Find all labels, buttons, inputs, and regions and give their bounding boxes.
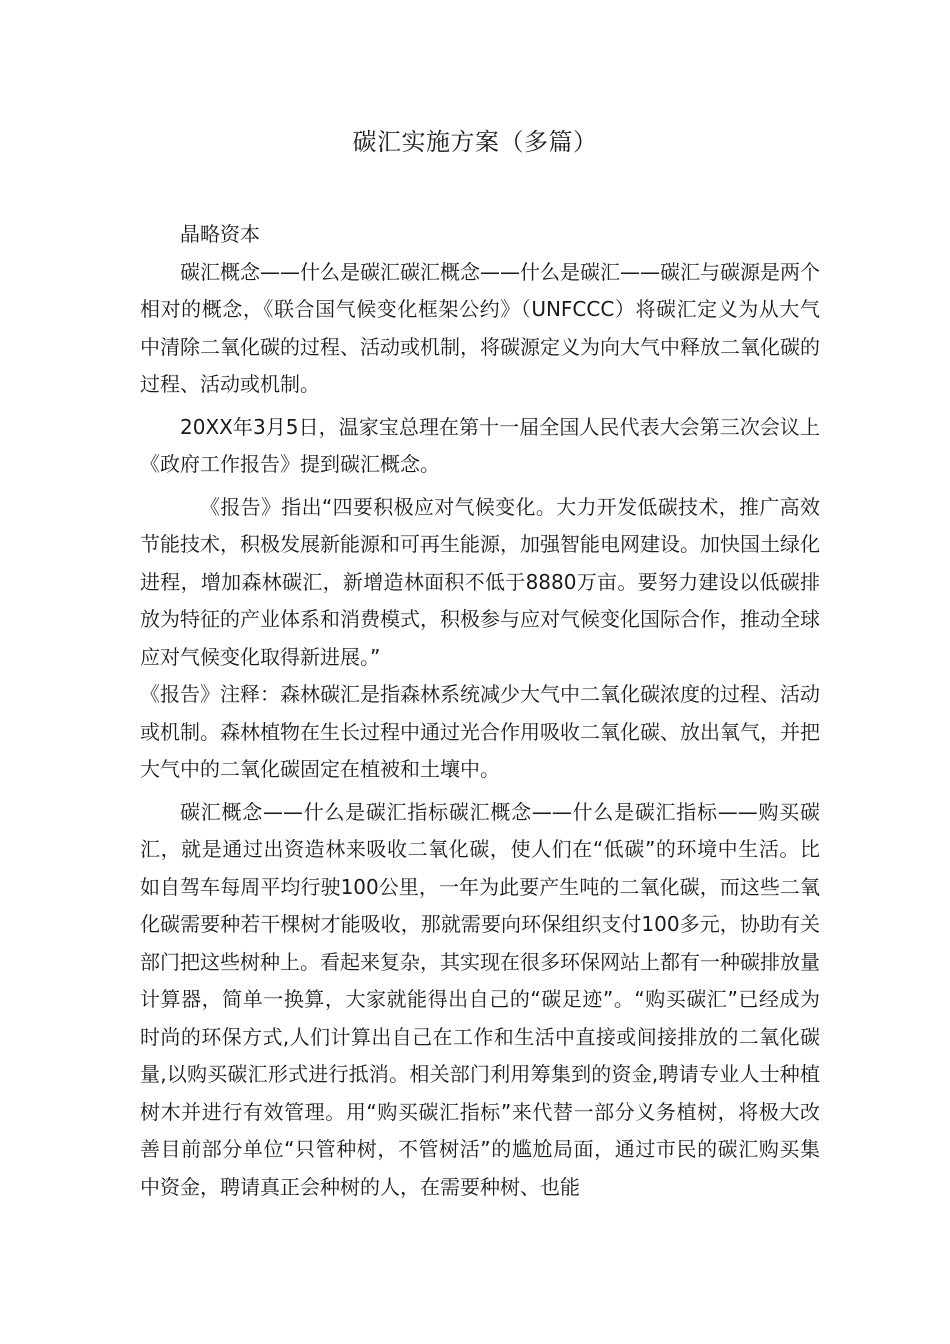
author-line: 晶略资本 [180,222,260,246]
paragraph-report-quote: 《报告》指出“四要积极应对气候变化。大力开发低碳技术，推广高效节能技术，积极发展新能源和可再生能源，加强智能电网建设。加快国土绿化进程，增加森林碳汇，新增造林面积不低于8880万亩。要努力建设以低碳排放为特征的产业体系和消费模式，积极参与应对气候变化国际合作，推动全球应对气候变化取得新进展。” [140,494,820,669]
paragraph-carbon-sink-indicator: 碳汇概念——什么是碳汇指标碳汇概念——什么是碳汇指标——购买碳汇，就是通过出资造林来吸收二氧化碳，使人们在“低碳”的环境中生活。比如自驾车每周平均行驶100公里，一年为此要产生吨的二氧化碳，而这些二氧化碳需要种若干棵树才能吸收，那就需要向环保组织支付100多元，协助有关部门把这些树种上。看起来复杂，其实现在很多环保网站上都有一种碳排放量计算器，简单一换算，大家就能得出自己的“碳足迹”。“购买碳汇”已经成为时尚的环保方式,人们计算出自己在工作和生活中直接或间接排放的二氧化碳量,以购买碳汇形式进行抵消。相关部门利用筹集到的资金,聘请专业人士种植树木并进行有效管理。用“购买碳汇指标”来代替一部分义务植树，将极大改善目前部分单位“只管种树，不管树活”的尴尬局面，通过市民的碳汇购买集中资金，聘请真正会种树的人，在需要种树、也能 [140,799,820,1199]
document-body [140,216,820,1206]
paragraph-carbon-sink-definition: 碳汇概念——什么是碳汇碳汇概念——什么是碳汇——碳汇与碳源是两个相对的概念，《联合国气候变化框架公约》（UNFCCC）将碳汇定义为从大气中清除二氧化碳的过程、活动或机制，将碳源定义为向大气中释放二氧化碳的过程、活动或机制。 [140,259,820,396]
document-title: 碳汇实施方案（多篇） [352,128,598,156]
paragraph-government-report: 20XX年3月5日，温家宝总理在第十一届全国人民代表大会第三次会议上《政府工作报告》提到碳汇概念。 [140,414,820,476]
paragraph-report-note: 《报告》注释：森林碳汇是指森林系统减少大气中二氧化碳浓度的过程、活动或机制。森林植物在生长过程中通过光合作用吸收二氧化碳、放出氧气，并把大气中的二氧化碳固定在植被和土壤中。 [140,682,820,781]
